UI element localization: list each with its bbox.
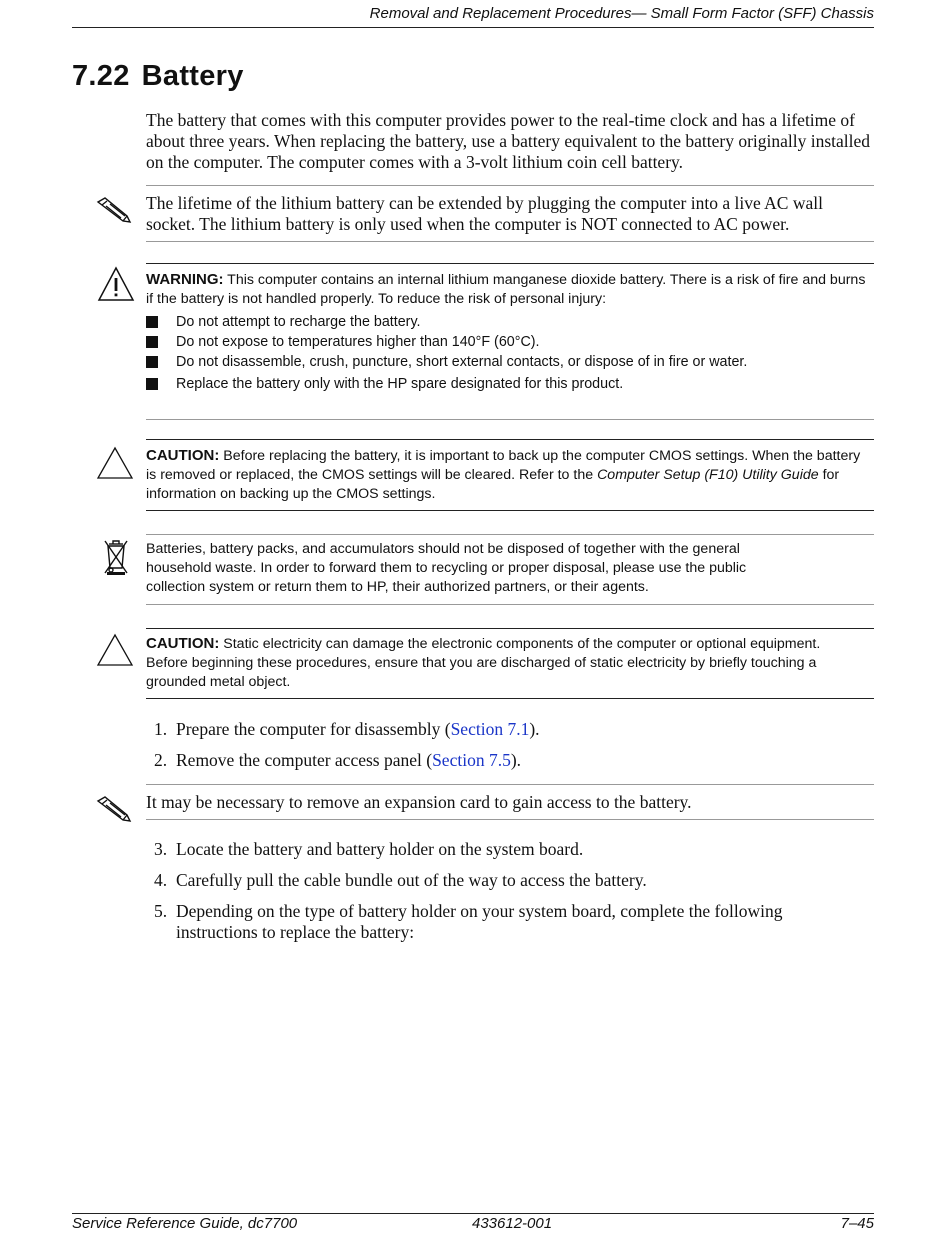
guide-title: Computer Setup (F10) Utility Guide — [597, 467, 819, 483]
disposal-top-rule — [146, 534, 874, 535]
note1-text: The lifetime of the lithium battery can be extended by plugging the computer into a live AC wall socket. The lithium battery is only used when the computer is NOT connected to AC power. — [146, 193, 823, 234]
disposal-text: Batteries, battery packs, and accumulators should not be disposed of together with the general household waste. In order to forward them to recycling or proper disposal, please use the public collection system or return them to HP, their authorized partners, or their agents. — [146, 541, 747, 595]
section-link[interactable]: Section 7.5 — [432, 750, 511, 770]
caution1-bottom-rule — [146, 510, 874, 511]
warning-body: This computer contains an internal lithium manganese dioxide battery. There is a risk of fire and burns if the battery is not handled properly. To reduce the risk of personal injury: — [146, 272, 866, 307]
list-item: Replace the battery only with the HP spare designated for this product. — [146, 376, 770, 392]
intro-paragraph: The battery that comes with this computer provides power to the real-time clock and has a lifetime of about three years. When replacing the battery, use a battery equivalent to the battery originally installed on the computer. The computer comes with a 3-volt lithium coin cell battery. — [146, 110, 871, 172]
steps-list-b — [146, 839, 840, 953]
warning-label: WARNING: — [146, 271, 224, 288]
disposal-bottom-rule — [146, 604, 874, 605]
bullet-square — [146, 356, 158, 368]
note2-text: It may be necessary to remove an expansion card to gain access to the battery. — [146, 792, 692, 812]
list-item: Do not disassemble, crush, puncture, short external contacts, or dispose of in fire or water. — [146, 354, 770, 370]
list-item: 1. Prepare the computer for disassembly (Section 7.1). — [154, 719, 540, 739]
pencil-note-icon — [96, 795, 132, 828]
list-item: Do not expose to temperatures higher than 140°F (60°C). — [146, 334, 770, 350]
caution1-label: CAUTION: — [146, 447, 220, 464]
caution2-bottom-rule — [146, 698, 874, 699]
caution-triangle-icon — [96, 633, 134, 672]
bullet-square — [146, 316, 158, 328]
section-title-text: Battery — [141, 60, 244, 92]
caution2-label: CAUTION: — [146, 635, 220, 652]
steps-list-a — [146, 719, 840, 781]
section-link[interactable]: Section 7.1 — [450, 719, 530, 739]
warning-text — [146, 270, 874, 309]
pencil-note-icon — [96, 196, 132, 229]
warning-top-rule — [146, 263, 874, 264]
crossed-bin-icon — [103, 538, 129, 581]
note1-top-rule — [146, 185, 874, 186]
caution2-text: CAUTION: Static electricity can damage the electronic components of the computer or optional equipment. Before beginning these procedures, ensure that you are discharged of static electricity by briefly touching a grounded metal object. — [146, 635, 821, 690]
note1-bottom-rule — [146, 241, 874, 242]
list-item: 4. Carefully pull the cable bundle out of the way to access the battery. — [154, 870, 647, 890]
warning-triangle-icon — [97, 266, 135, 307]
warning-bullet-list — [146, 314, 770, 396]
warning-bottom-rule — [146, 419, 874, 420]
bullet-square — [146, 336, 158, 348]
header-rule — [72, 27, 874, 28]
footer-rule — [72, 1213, 874, 1214]
note2-top-rule — [146, 784, 874, 785]
caution2-top-rule — [146, 628, 874, 629]
footer-guide-title: Service Reference Guide, dc7700 — [72, 1215, 298, 1232]
caution-triangle-icon — [96, 446, 134, 485]
list-item: 2. Remove the computer access panel (Section 7.5). — [154, 750, 522, 770]
footer-page-number: 7–45 — [840, 1215, 874, 1232]
list-item: 5. Depending on the type of battery holder on your system board, complete the following instructions to replace the battery: — [154, 901, 783, 942]
note2-bottom-rule — [146, 819, 874, 820]
list-item: 3. Locate the battery and battery holder on the system board. — [154, 839, 584, 859]
section-number: 7.22 — [72, 60, 130, 92]
list-item: Do not attempt to recharge the battery. — [146, 314, 770, 330]
caution1-text: CAUTION: Before replacing the battery, it is important to back up the computer CMOS settings. When the battery is removed or replaced, the CMOS settings will be cleared. Refer to the Computer Setup (F10) Utility Guide for information on backing up the CMOS settings. — [146, 447, 861, 502]
caution1-top-rule — [146, 439, 874, 440]
section-title — [72, 60, 244, 93]
running-header: Removal and Replacement Procedures— Small Form Factor (SFF) Chassis — [369, 5, 874, 22]
footer-part-number: 433612-001 — [472, 1215, 553, 1232]
bullet-square — [146, 378, 158, 390]
